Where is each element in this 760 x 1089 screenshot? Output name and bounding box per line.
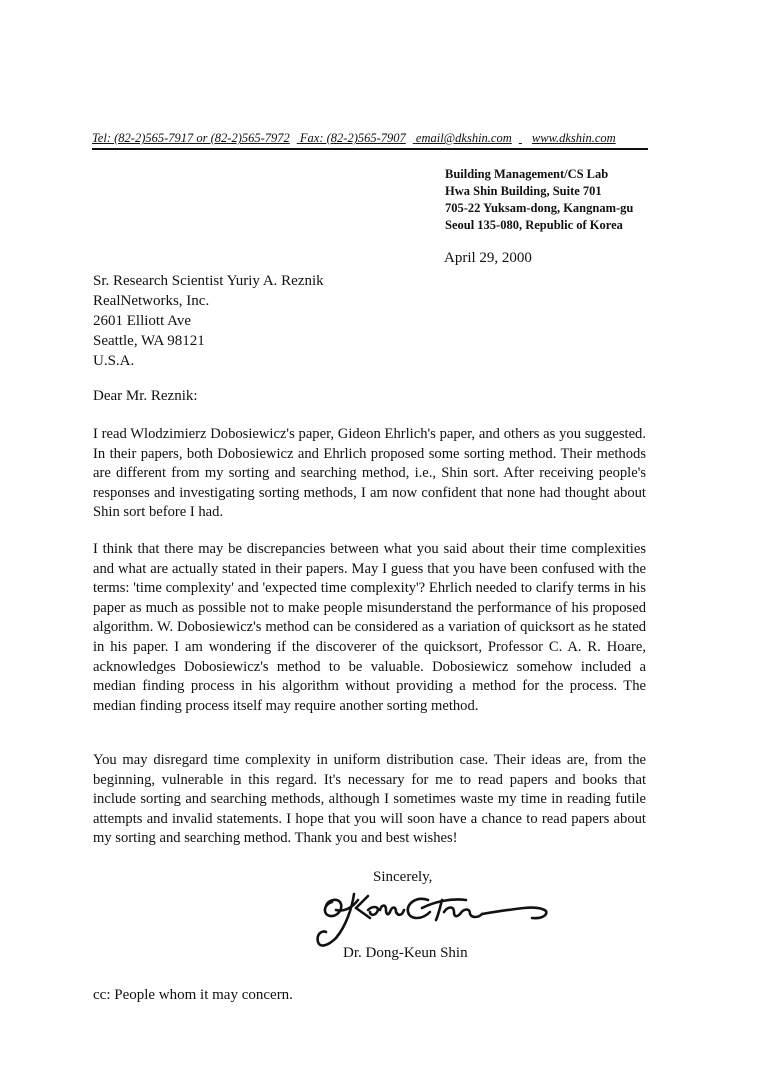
sender-address-line: Seoul 135-080, Republic of Korea [445, 218, 623, 232]
recipient-line: RealNetworks, Inc. [93, 293, 210, 309]
letterhead-tel: Tel: (82-2)565-7917 or (82-2)565-7972 [92, 131, 290, 145]
recipient-line: U.S.A. [93, 353, 135, 369]
letterhead-divider [92, 148, 648, 150]
closing: Sincerely, [373, 869, 433, 885]
sender-address-line: 705-22 Yuksam-dong, Kangnam-gu [445, 201, 634, 215]
sender-address-line: Building Management/CS Lab [445, 167, 609, 181]
letterhead-email: email@dkshin.com [415, 131, 512, 145]
sender-address-line: Hwa Shin Building, Suite 701 [445, 184, 602, 198]
letterhead-contact-line [92, 131, 648, 146]
recipient-line: 2601 Elliott Ave [93, 313, 192, 329]
letterhead-web: www.dkshin.com [531, 131, 616, 145]
salutation: Dear Mr. Reznik: [93, 388, 198, 404]
body-paragraph: You may disregard time complexity in uniform distribution case. Their ideas are, from the beginning, vulnerable in this regard. It's necessary for me to read papers and books that include sorting and searching methods, although I sometimes waste my time in reading futile attempts and invalid statements. I hope that you will soon have a chance to read papers about my sorting and searching method. Thank you and best wishes! [93, 752, 646, 847]
recipient-line: Sr. Research Scientist Yuriy A. Reznik [93, 273, 324, 289]
sender-name: Dr. Dong-Keun Shin [343, 945, 468, 961]
recipient-address [93, 271, 324, 371]
sender-address [445, 166, 633, 234]
cc-line: cc: People whom it may concern. [93, 987, 293, 1003]
recipient-line: Seattle, WA 98121 [93, 333, 205, 349]
body-paragraph: I read Wlodzimierz Dobosiewicz's paper, Gideon Ehrlich's paper, and others as you suggested. In their papers, both Dobosiewicz and Ehrlich proposed some sorting method. Their methods are different from my sorting and searching method, i.e., Shin sort. After receiving people's responses and investigating sorting methods, I am now confident that none had thought about Shin sort before I had. [93, 426, 646, 521]
letter-date: April 29, 2000 [444, 250, 532, 266]
letterhead-fax: Fax: (82-2)565-7907 [299, 131, 406, 145]
body-paragraph: I think that there may be discrepancies between what you said about their time complexities and what are actually stated in their papers. May I guess that you have been confused with the terms: 'time complexity' and 'expected time complexity'? Ehrlich needed to clarify terms in his paper as much as possible not to make people misunderstand the performance of his proposed algorithm. W. Dobosiewicz's method can be considered as a variation of quicksort as he stated in his paper. I am wondering if the discoverer of the quicksort, Professor C. A. R. Hoare, acknowledges Dobosiewicz's method to be valuable. Dobosiewicz somehow included a median finding process in his algorithm without providing a method for the process. The median finding process itself may require another sorting method. [93, 541, 646, 714]
